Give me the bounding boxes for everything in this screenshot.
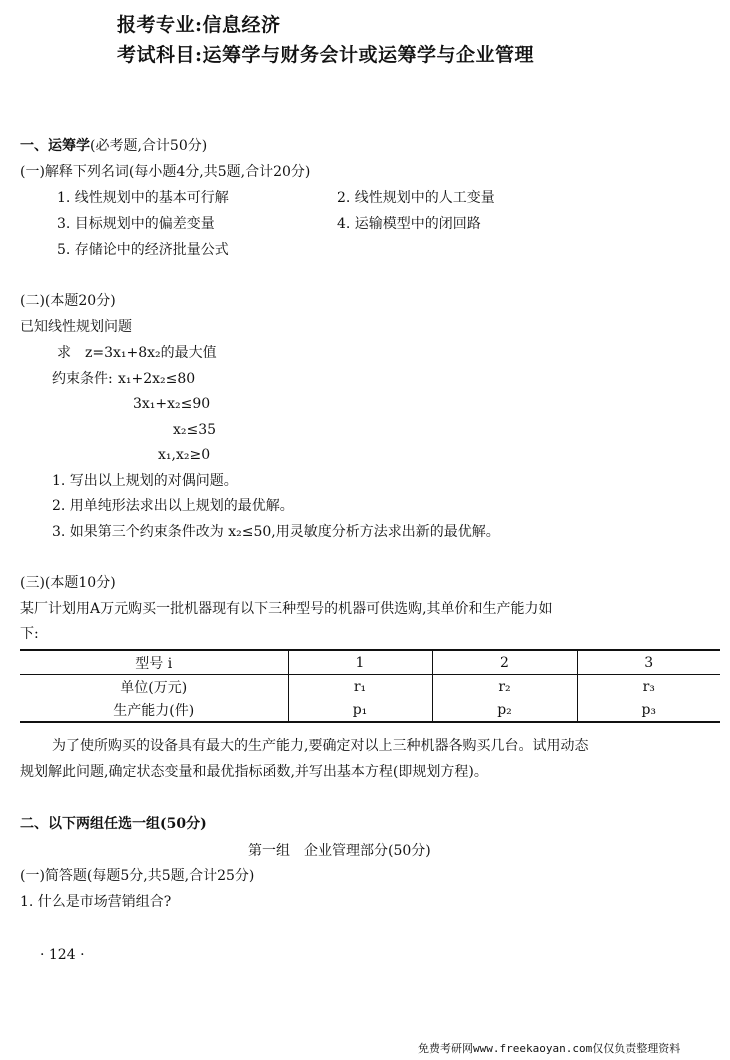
lp-question-3: 3. 如果第三个约束条件改为 x₂≤50,用灵敏度分析方法求出新的最优解。 [52,524,500,540]
part2-intro: 已知线性规划问题 [20,319,132,335]
section2-question-1: 1. 什么是市场营销组合? [20,894,172,910]
part3-heading: (三)(本题10分) [20,575,116,591]
section1-title-line [20,137,207,155]
section1-title: 一、运筹学 [20,138,90,154]
section2-title: 二、以下两组任选一组(50分) [20,816,207,832]
section2-part1-heading: (一)简答题(每题5分,共5题,合计25分) [20,868,255,884]
term-item-5: 5. 存储论中的经济批量公式 [57,242,229,258]
exam-major: 报考专业:信息经济 [117,14,281,36]
table-cell: p₁ [288,698,432,722]
term-item-2: 2. 线性规划中的人工变量 [337,190,495,206]
term-item-3: 3. 目标规划中的偏差变量 [57,216,215,232]
table-row [20,675,720,699]
constraint-1: x₁+2x₂≤80 [118,371,196,387]
exam-subject: 考试科目:运筹学与财务会计或运筹学与企业管理 [117,44,535,66]
table-cell: r₁ [288,675,432,699]
constraint-3: x₂≤35 [173,422,217,438]
constraint-2: 3x₁+x₂≤90 [133,396,211,412]
group1-title: 第一组 企业管理部分(50分) [248,843,431,859]
part2-heading: (二)(本题20分) [20,293,116,309]
machine-table [20,649,720,723]
table-header-cell: 型号 i [135,655,173,672]
table-cell: p₂ [432,698,577,722]
table-header-row [20,650,720,675]
part3-desc-line2: 规划解此问题,确定状态变量和最优指标函数,并写出基本方程(即规划方程)。 [20,764,488,780]
page-number: · 124 · [40,947,85,963]
table-cell: r₂ [432,675,577,699]
table-header-cell: 3 [577,650,720,675]
watermark: 免费考研网www.freekaoyan.com仅仅负责整理资料 [418,1042,681,1055]
constraint-label: 约束条件: [52,371,113,387]
table-header-cell: 2 [432,650,577,675]
table-row [20,698,720,722]
lp-question-1: 1. 写出以上规划的对偶问题。 [52,473,238,489]
part1-heading: (一)解释下列名词(每小题4分,共5题,合计20分) [20,164,311,180]
table-cell: 单位(万元) [120,679,188,696]
lp-objective: 求 z=3x₁+8x₂的最大值 [57,345,217,361]
lp-question-2: 2. 用单纯形法求出以上规划的最优解。 [52,498,294,514]
part3-intro: 某厂计划用A万元购买一批机器现有以下三种型号的机器可供选购,其单价和生产能力如 [20,601,553,617]
table-cell: p₃ [577,698,720,722]
table-header-cell: 1 [288,650,432,675]
table-cell: 生产能力(件) [113,702,195,719]
constraint-4: x₁,x₂≥0 [158,447,211,463]
table-cell: r₃ [577,675,720,699]
term-item-1: 1. 线性规划中的基本可行解 [57,190,229,206]
part3-desc-line1: 为了使所购买的设备具有最大的生产能力,要确定对以上三种机器各购买几台。试用动态 [52,738,589,754]
term-item-4: 4. 运输模型中的闭回路 [337,216,481,232]
section1-title-note: (必考题,合计50分) [90,138,208,154]
part3-intro-cont: 下: [20,626,39,642]
